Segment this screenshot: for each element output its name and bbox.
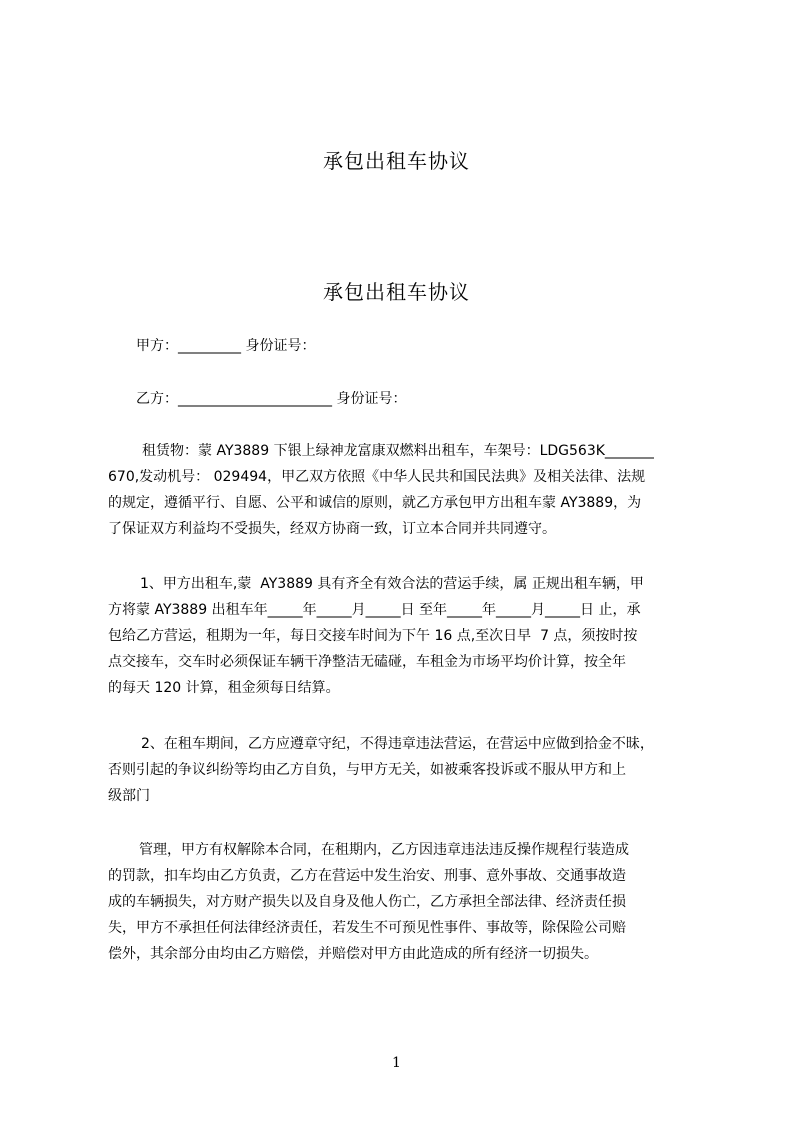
clause-2-line: 级部门	[108, 788, 150, 804]
clause-3-line: 管理，甲方有权解除本合同，在租期内，乙方因违章违法违反操作规程行装造成	[139, 842, 629, 858]
document-title-main: 承包出租车协议	[323, 280, 470, 304]
clause-1-line: 的每天 120 计算，租金须每日结算。	[108, 680, 340, 696]
para-rent-line: 了保证双方利益均不受损失，经双方协商一致，订立本合同并共同遵守。	[108, 521, 556, 537]
clause-2-line: 2、在租车期间，乙方应遵章守纪，不得违章违法营运，在营运中应做到拾金不昧，	[141, 736, 654, 752]
para-rent-line: 670,发动机号： 029494，甲乙双方依照《中华人民共和国民法典》及相关法律、法规	[108, 469, 646, 485]
clause-1-line: 1、甲方出租车,蒙 AY3889 具有齐全有效合法的营运手续，属 正规出租车辆，甲	[140, 576, 644, 592]
clause-2-line: 否则引起的争议纠纷等均由乙方自负，与甲方无关，如被乘客投诉或不服从甲方和上	[108, 762, 626, 778]
party-a-line: 甲方：_________ 身份证号：	[136, 338, 316, 354]
clause-3-line: 失，甲方不承担任何法律经济责任，若发生不可预见性事件、事故等，除保险公司赔	[108, 920, 626, 936]
para-rent-line: 的规定，遵循平行、自愿、公平和诚信的原则，就乙方承包甲方出租车蒙 AY3889，为	[108, 495, 642, 511]
clause-3-line: 的罚款，扣车均由乙方负责，乙方在营运中发生治安、刑事、意外事故、交通事故造	[108, 868, 626, 884]
clause-3-line: 偿外，其余部分由均由乙方赔偿，并赔偿对甲方由此造成的所有经济一切损失。	[108, 946, 598, 962]
clause-1-line: 方将蒙 AY3889 出租车年_____年_____月_____日 至年_____年_____月_____日 止，承	[108, 602, 641, 618]
clause-1-line: 点交接车，交车时必须保证车辆干净整洁无磕碰，车租金为市场平均价计算，按全年	[108, 654, 626, 670]
party-b-line: 乙方：______________________ 身份证号：	[136, 391, 407, 407]
clause-1-line: 包给乙方营运，租期为一年，每日交接车时间为下午 16 点,至次日早 7 点，须按时按	[108, 628, 638, 644]
document-title-top: 承包出租车协议	[323, 149, 470, 173]
para-rent-line: 租赁物：蒙 AY3889 下银上绿神龙富康双燃料出租车，车架号：LDG563K_______	[142, 443, 654, 459]
clause-3-line: 成的车辆损失，对方财产损失以及自身及他人伤亡，乙方承担全部法律、经济责任损	[108, 894, 626, 910]
page-number: 1	[392, 1055, 401, 1071]
